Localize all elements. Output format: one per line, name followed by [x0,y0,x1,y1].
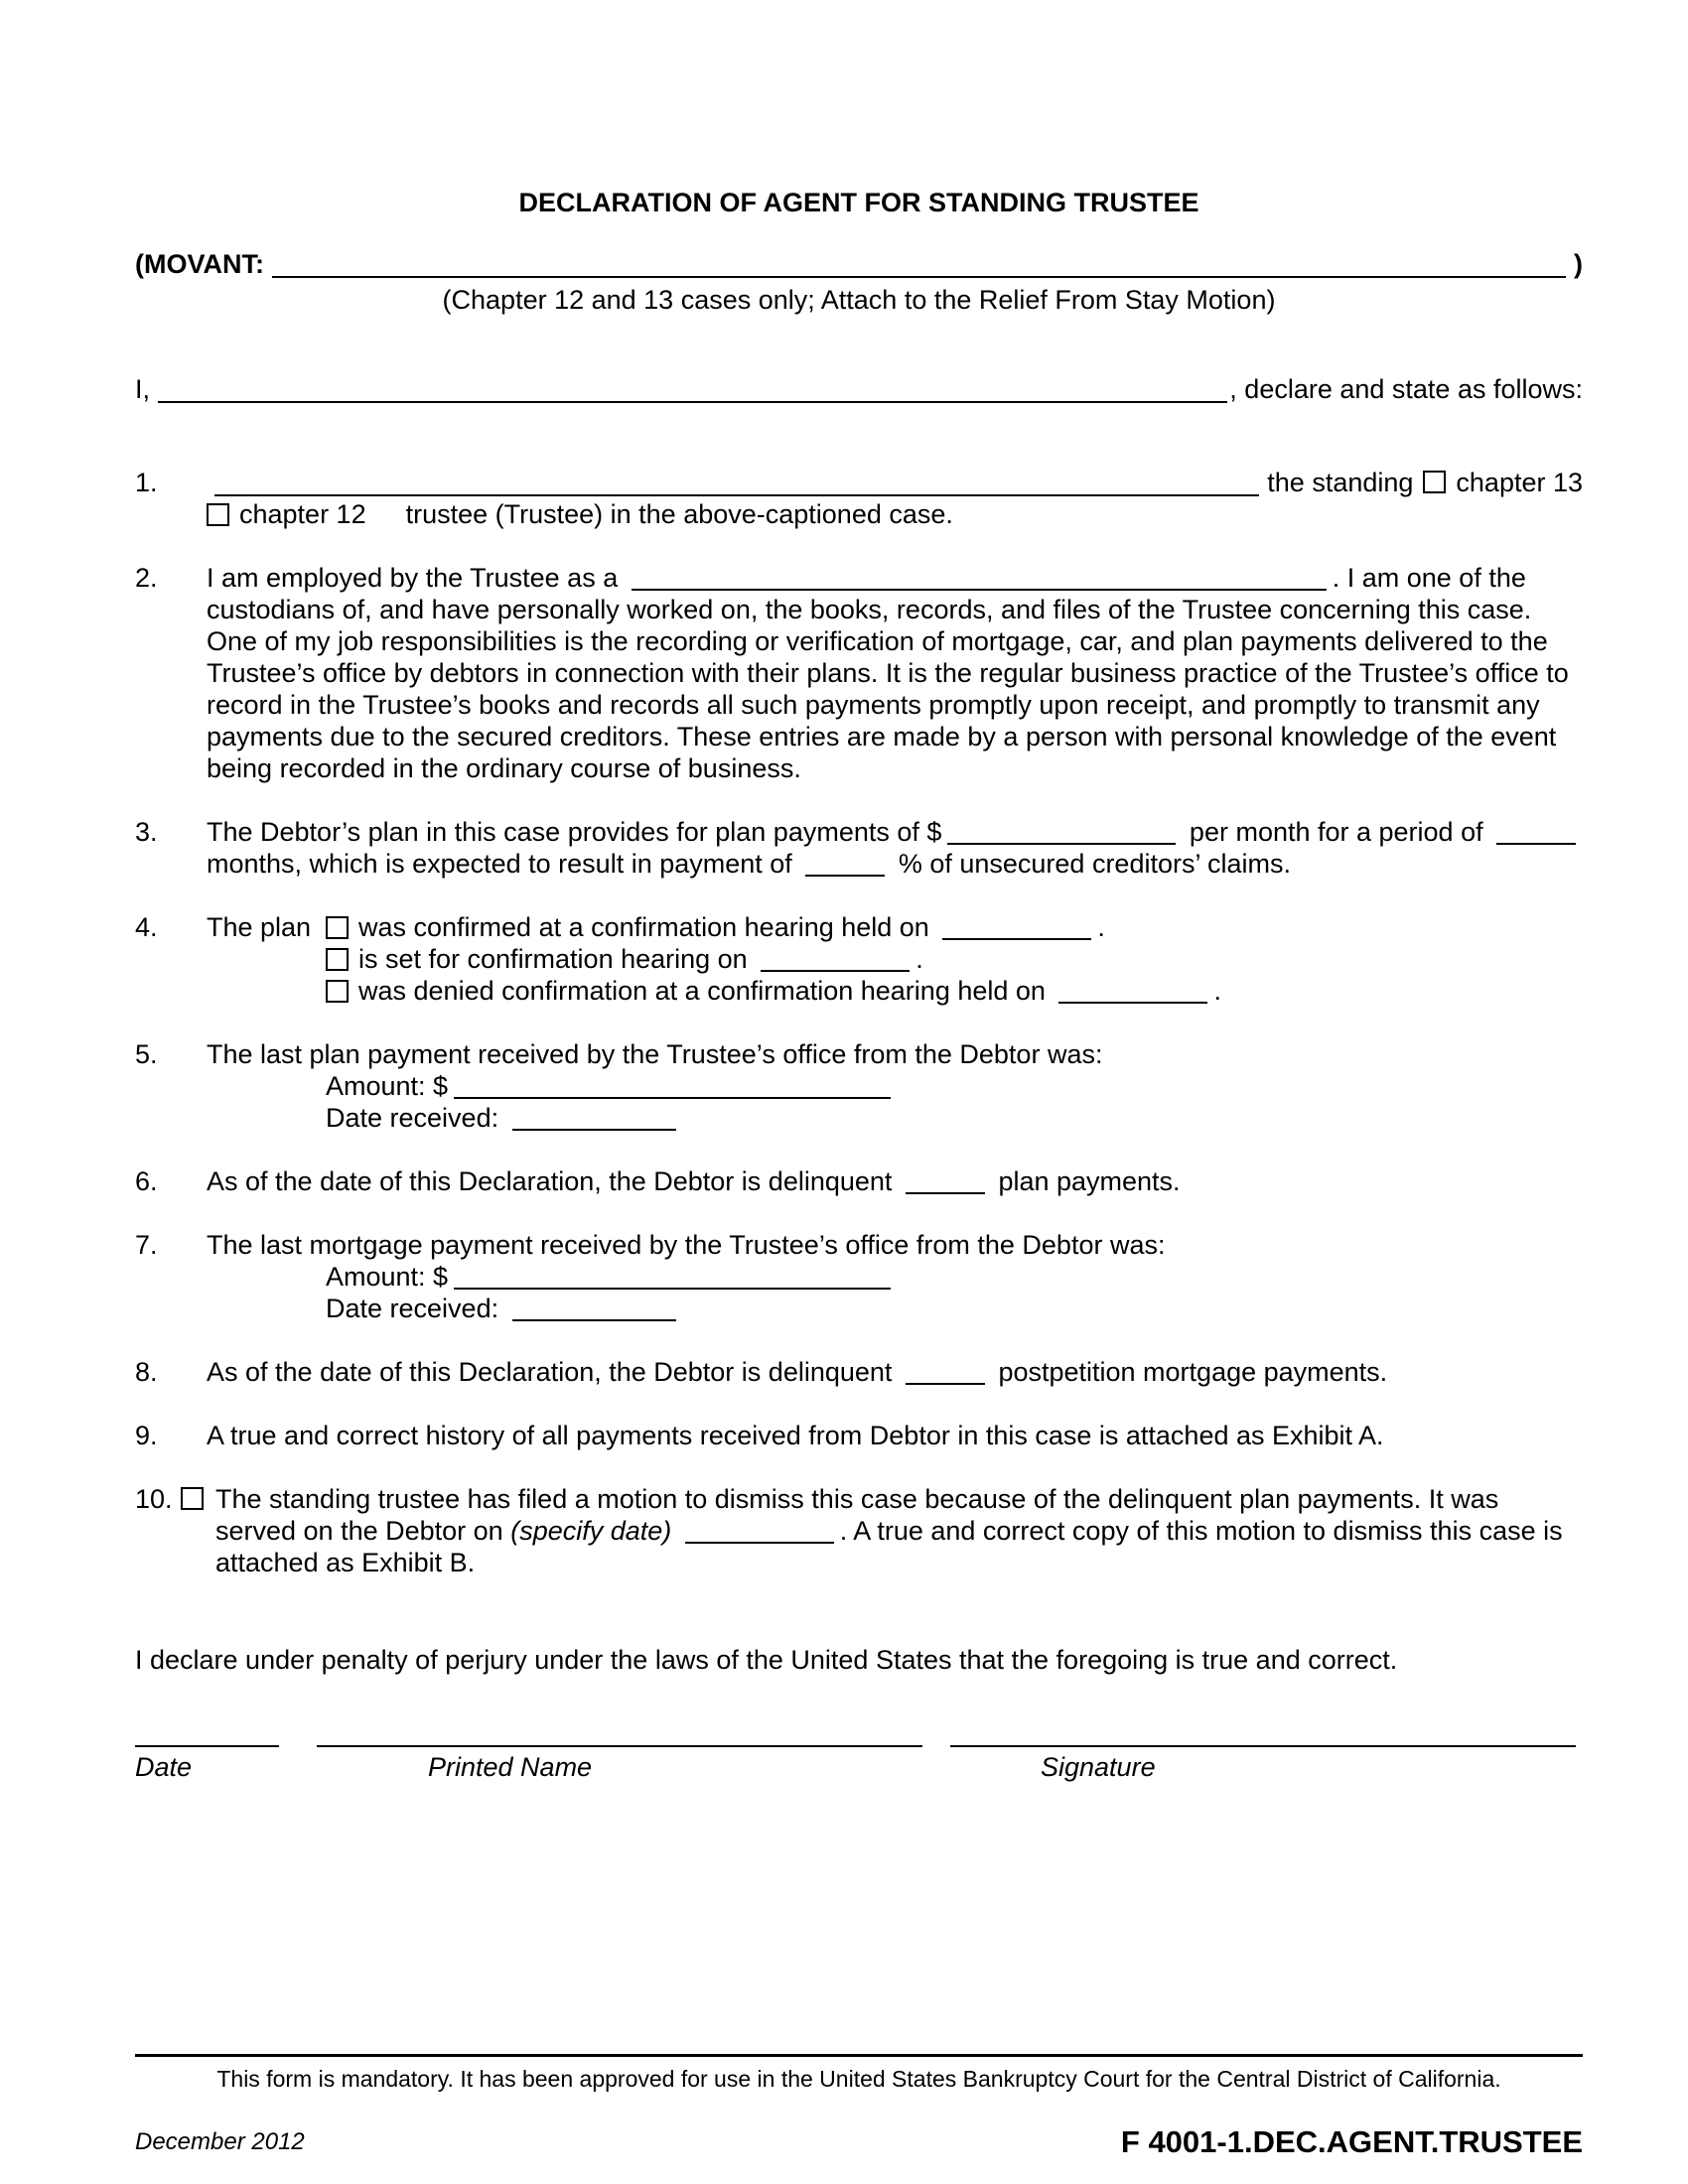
last-plan-payment-amount-blank[interactable] [454,1077,891,1099]
item-1-rest-text: trustee (Trustee) in the above-captioned case. [405,499,953,529]
form-title: DECLARATION OF AGENT FOR STANDING TRUSTEE [518,188,1199,217]
period-text: . [1097,912,1105,942]
item-9-text: A true and correct history of all payments received from Debtor in this case is attached as Exhibit A. [207,1421,1384,1450]
item-6-body [207,1165,1583,1197]
last-mortgage-payment-date-blank[interactable] [512,1299,676,1321]
delinquent-plan-payments-blank[interactable] [906,1172,985,1194]
form-item-7 [135,1229,1583,1324]
mandatory-note: This form is mandatory. It has been approved for use in the United States Bankruptcy Court for the Central District of California. [216,2066,1501,2092]
form-item-4 [135,911,1583,1007]
item-8-pre-text: As of the date of this Declaration, the Debtor is delinquent [207,1357,893,1387]
item-8-post-text: postpetition mortgage payments. [998,1357,1388,1387]
movant-line [135,248,1583,280]
item-5-body [207,1038,1583,1134]
form-item-6 [135,1165,1583,1197]
last-plan-payment-date-blank[interactable] [512,1109,676,1131]
declarant-intro-line [135,373,1583,405]
movant-close-paren: ) [1574,249,1583,279]
item-7-date-line [326,1293,1583,1324]
form-item-10 [135,1483,1583,1578]
chapter-12-label: chapter 12 [239,499,366,529]
amount-label: Amount: $ [326,1262,449,1292]
revision-date: December 2012 [135,2128,305,2155]
plan-denied-label: was denied confirmation at a confirmation hearing held on [358,976,1046,1006]
plan-lead-text: The plan [207,912,312,942]
item-10-post-text: . A true and correct copy of this motion to dismiss this case is attached as Exhibit B. [215,1516,1563,1577]
plan-status-row [207,911,1583,1007]
standing-text: the standing [1267,468,1414,497]
period-text: . [1213,976,1221,1006]
last-mortgage-payment-amount-blank[interactable] [454,1268,891,1290]
item-1-number: 1. [135,468,158,497]
form-item-9 [135,1420,1583,1451]
form-number: F 4001-1.DEC.AGENT.TRUSTEE [1120,2124,1583,2159]
item-8-number: 8. [135,1357,158,1387]
page-footer [135,2054,1583,2158]
item-10-body [215,1483,1583,1578]
form-item-5 [135,1038,1583,1134]
plan-confirmed-label: was confirmed at a confirmation hearing held on [358,912,929,942]
plan-set-label: is set for confirmation hearing on [358,944,748,974]
plan-confirmed-checkbox[interactable] [326,916,349,939]
item-1-line-2 [207,498,1583,530]
item-3-mid2-text: months, which is expected to result in payment of [207,849,792,879]
item-3-mid1-text: per month for a period of [1189,817,1483,847]
confirmation-hearing-date-blank[interactable] [942,918,1091,940]
motion-served-date-blank[interactable] [685,1522,834,1544]
item-3-body [207,816,1583,880]
item-2-body [207,562,1583,784]
date-received-label: Date received: [326,1294,499,1323]
item-7-amount-line [326,1261,1583,1293]
item-1-body [207,467,1583,530]
date-column [135,1745,279,1783]
intro-post-text: , declare and state as follows: [1229,374,1583,404]
plan-denied-option [326,975,1583,1007]
item-6-pre-text: As of the date of this Declaration, the Debtor is delinquent [207,1166,893,1196]
set-hearing-date-blank[interactable] [761,950,910,972]
perjury-declaration: I declare under penalty of perjury under the laws of the United States that the foregoing is true and correct. [135,1645,1398,1675]
plan-confirmed-option [326,911,1583,943]
chapter-12-checkbox[interactable] [207,503,229,526]
footer-rule [135,2054,1583,2057]
item-3-pre-text: The Debtor’s plan in this case provides for plan payments of $ [207,817,942,847]
form-subtitle: (Chapter 12 and 13 cases only; Attach to the Relief From Stay Motion) [442,285,1276,315]
item-7-heading: The last mortgage payment received by the Trustee’s office from the Debtor was: [207,1230,1166,1260]
item-4-number: 4. [135,912,158,942]
date-signature-line[interactable] [135,1745,279,1747]
item-5-heading: The last plan payment received by the Trustee’s office from the Debtor was: [207,1039,1103,1069]
printed-name-label: Printed Name [428,1752,593,1782]
item-9-number: 9. [135,1421,158,1450]
item-9-body [207,1420,1583,1451]
plan-payment-amount-blank[interactable] [947,823,1176,845]
form-item-2 [135,562,1583,784]
period-text: . [915,944,923,974]
unsecured-percent-blank[interactable] [805,855,885,877]
trustee-name-blank[interactable] [214,469,1259,496]
item-1-line-1 [207,467,1583,498]
item-2-post-text: . I am one of the custodians of, and have personally worked on, the books, records, and files of the Trustee concerning this case. One of my job responsibilities is the recording or verification of mortgage, car, and plan payments delivered to the Trustee’s office by debtors in connection with their plans. It is the regular business practice of the Trustee’s office to record in the Trustee’s books and records all such payments promptly upon receipt, and promptly to transmit any payments due to the secured creditors. These entries are made by a person with personal knowledge of the event being recorded in the ordinary course of business. [207,563,1569,783]
chapter-13-checkbox[interactable] [1423,471,1446,493]
motion-to-dismiss-checkbox[interactable] [181,1487,204,1510]
item-3-number: 3. [135,817,158,847]
item-5-number: 5. [135,1039,158,1069]
plan-denied-checkbox[interactable] [326,980,349,1003]
item-7-number: 7. [135,1230,158,1260]
amount-label: Amount: $ [326,1071,449,1101]
item-5-date-line [326,1102,1583,1134]
specify-date-text: (specify date) [510,1516,672,1546]
signature-label: Signature [1041,1752,1156,1782]
intro-pre-text: I, [135,374,151,404]
item-3-post-text: % of unsecured creditors’ claims. [898,849,1291,879]
item-5-amount-line [326,1070,1583,1102]
date-label: Date [135,1752,193,1782]
plan-period-months-blank[interactable] [1496,823,1576,845]
form-item-1 [135,467,1583,530]
signature-line[interactable] [950,1745,1576,1747]
date-received-label: Date received: [326,1103,499,1133]
item-2-pre-text: I am employed by the Trustee as a [207,563,619,593]
job-title-blank[interactable] [632,569,1327,591]
item-6-number: 6. [135,1166,158,1196]
form-item-3 [135,816,1583,880]
item-10-number: 10. [135,1484,173,1514]
signature-column [950,1745,1576,1783]
form-item-8 [135,1356,1583,1388]
item-10-pre-text: The standing trustee has filed a motion to dismiss this case because of the delinquent plan payments. It was served on the Debtor on [215,1484,1499,1546]
plan-set-option [326,943,1583,975]
denial-hearing-date-blank[interactable] [1058,982,1207,1004]
movant-label: (MOVANT: [135,249,264,279]
item-4-body [207,911,1583,1007]
item-2-number: 2. [135,563,158,593]
item-8-body [207,1356,1583,1388]
delinquent-mortgage-payments-blank[interactable] [906,1363,985,1385]
item-7-body [207,1229,1583,1324]
footer-row [135,2126,1583,2158]
item-6-post-text: plan payments. [998,1166,1181,1196]
plan-set-checkbox[interactable] [326,948,349,971]
movant-blank[interactable] [272,250,1566,278]
printed-name-column [317,1745,922,1783]
signature-block [135,1745,1583,1783]
printed-name-line[interactable] [317,1745,922,1747]
chapter-13-label: chapter 13 [1456,468,1583,497]
plan-options [326,911,1583,1007]
declarant-name-blank[interactable] [158,375,1227,403]
